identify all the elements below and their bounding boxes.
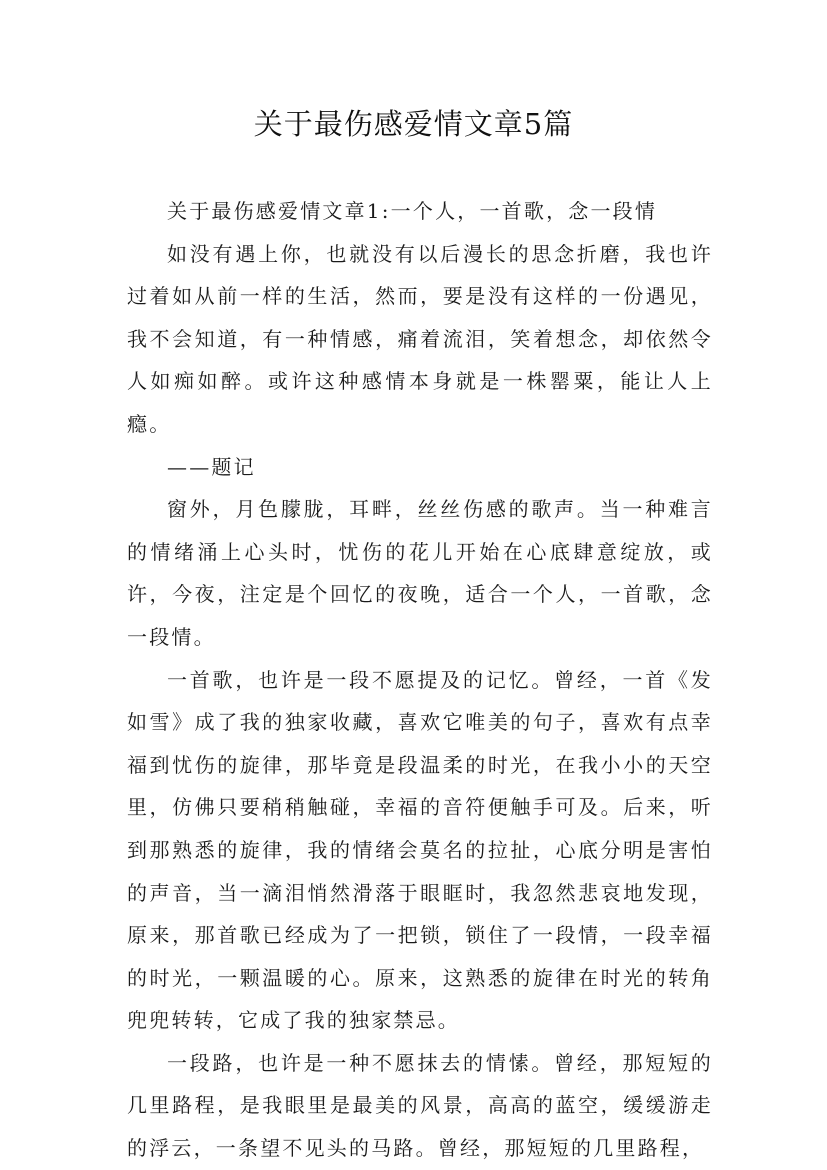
paragraph: 一段路，也许是一种不愿抹去的情愫。曾经，那短短的几里路程，是我眼里是最美的风景，高高的蓝空，缓缓游走的浮云，一条望不见头的马路。曾经，那短短的几里路程， bbox=[127, 1050, 713, 1161]
paragraph: 窗外，月色朦胧，耳畔，丝丝伤感的歌声。当一种难言的情绪涌上心头时，忧伤的花儿开始在心底肆意绽放，或许，今夜，注定是个回忆的夜晚，适合一个人，一首歌，念一段情。 bbox=[127, 497, 713, 649]
paragraph: 一首歌，也许是一段不愿提及的记忆。曾经，一首《发如雪》成了我的独家收藏，喜欢它唯美的句子，喜欢有点幸福到忧伤的旋律，那毕竟是段温柔的时光，在我小小的天空里，仿佛只要稍稍触碰，幸福的音符便触手可及。后来，听到那熟悉的旋律，我的情绪会莫名的拉扯，心底分明是害怕的声音，当一滴泪悄然滑落于眼眶时，我忽然悲哀地发现，原来，那首歌已经成为了一把锁，锁住了一段情，一段幸福的时光，一颗温暖的心。原来，这熟悉的旋律在时光的转角兜兜转转，它成了我的独家禁忌。 bbox=[127, 667, 713, 1033]
paragraph: 如没有遇上你，也就没有以后漫长的思念折磨，我也许过着如从前一样的生活，然而，要是没有这样的一份遇见，我不会知道，有一种情感，痛着流泪，笑着想念，却依然令人如痴如醉。或许这种感情本身就是一株罂粟，能让人上瘾。 bbox=[127, 241, 713, 436]
document-title: 关于最伤感爱情文章5篇 bbox=[253, 107, 574, 141]
paragraph-epigraph-note: ——题记 bbox=[167, 454, 256, 479]
document-body bbox=[127, 190, 713, 1170]
paragraph-subtitle: 关于最伤感爱情文章1:一个人，一首歌，念一段情 bbox=[167, 199, 658, 223]
